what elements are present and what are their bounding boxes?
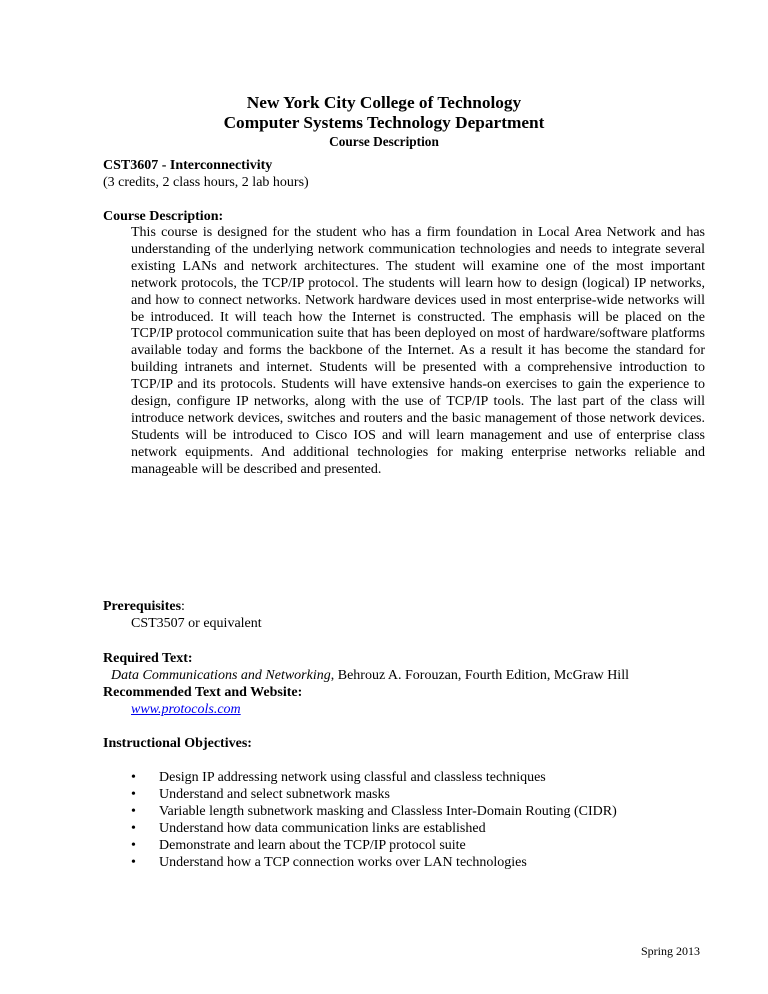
objective-item: • Understand how data communication links are established [131, 821, 486, 836]
course-title: CST3607 - Interconnectivity [103, 158, 273, 173]
required-text-section [103, 650, 703, 718]
required-text-label: Required Text: [103, 651, 193, 666]
objectives-list [103, 769, 703, 871]
bullet-icon: • [131, 838, 136, 853]
objective-item: • Design IP addressing network using classful and classless techniques [131, 770, 546, 785]
bullet-icon: • [131, 821, 136, 836]
bullet-icon: • [131, 770, 136, 785]
required-book-details: , Behrouz A. Forouzan, Fourth Edition, McGraw Hill [330, 668, 629, 683]
objective-item: • Understand and select subnetwork masks [131, 787, 390, 802]
document-type: Course Description [329, 134, 439, 149]
objectives-section [103, 735, 703, 871]
bullet-icon: • [131, 855, 136, 870]
objectives-label: Instructional Objectives: [103, 736, 252, 751]
bullet-icon: • [131, 787, 136, 802]
document-header [0, 93, 768, 150]
prerequisites-value: CST3507 or equivalent [131, 616, 262, 631]
objective-item: • Understand how a TCP connection works over LAN technologies [131, 855, 527, 870]
institution-name: New York City College of Technology [246, 93, 522, 112]
recommended-label: Recommended Text and Website: [103, 685, 303, 700]
footer-term: Spring 2013 [640, 944, 700, 958]
course-description-section [103, 208, 703, 479]
recommended-website-link[interactable]: www.protocols.com [131, 702, 241, 717]
prerequisites-label: Prerequisites [103, 599, 182, 614]
course-description-label: Course Description: [103, 209, 224, 224]
required-text-citation [111, 667, 703, 684]
course-credits: (3 credits, 2 class hours, 2 lab hours) [103, 175, 309, 190]
course-description-text: This course is designed for the student who has a firm foundation in Local Area Network and has understanding of the underlying network communication technologies and needs to integrate several existing LANs and network architectures. The student will examine one of the most important network protocols, the TCP/IP protocol. The students will learn how to design (logical) IP networks, and how to connect networks. Network hardware devices used in most enterprise-wide networks will be introduced. It will teach how the Internet is constructed. The emphasis will be placed on the TCP/IP protocol communication suite that has been deployed on most of hardware/software platforms available today and forms the backbone of the Internet. As a result it has become the standard for building intranets and internet. Students will be presented with a comprehensive introduction to TCP/IP and its protocols. Students will have extensive hands-on exercises to gain the experience to design, configure IP networks, along with the use of TCP/IP tools. The last part of the class will introduce network devices, switches and routers and the basic management of those network devices. Students will be introduced to Cisco IOS and will learn management and use of enterprise class network equipments. And additional technologies for making enterprise networks reliable and manageable will be described and presented. [131, 225, 705, 477]
prerequisites-colon: : [181, 599, 185, 614]
course-info [103, 157, 703, 191]
objective-item: • Variable length subnetwork masking and Classless Inter-Domain Routing (CIDR) [131, 804, 617, 819]
bullet-icon: • [131, 804, 136, 819]
objective-item: • Demonstrate and learn about the TCP/IP protocol suite [131, 838, 466, 853]
department-name: Computer Systems Technology Department [223, 113, 545, 132]
prerequisites-section [103, 598, 703, 632]
required-book-title: Data Communications and Networking [111, 668, 331, 683]
